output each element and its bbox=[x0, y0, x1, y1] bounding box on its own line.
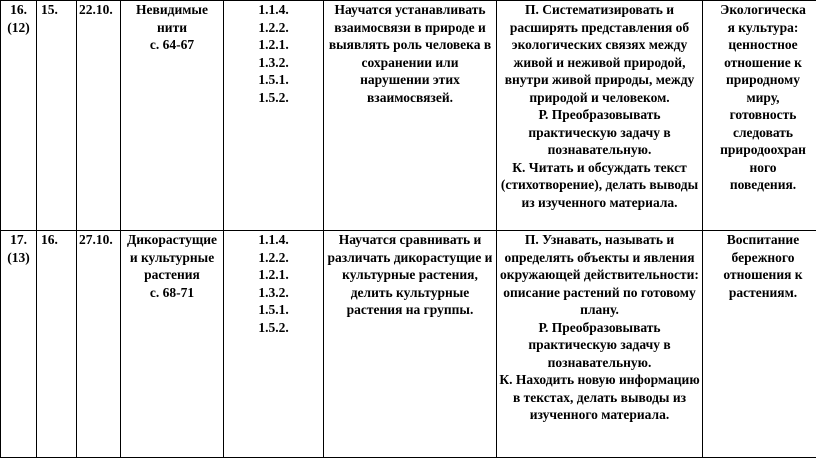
code-item: 1.2.2. bbox=[258, 19, 289, 35]
topic-cell bbox=[121, 1, 224, 231]
topic-number-cell bbox=[37, 231, 77, 458]
code-item: 1.5.1. bbox=[258, 72, 289, 87]
topic-number: 15. bbox=[41, 2, 58, 17]
code-item: 1.2.2. bbox=[258, 249, 289, 265]
uud-communicative: К. Находить новую информацию в текстах, делать выводы из изученного материала. bbox=[499, 372, 700, 422]
topic-line: с. 64-67 bbox=[149, 37, 195, 52]
personal-line: бережного bbox=[731, 249, 795, 265]
lesson-sub-number: (13) bbox=[7, 249, 30, 265]
codes-cell bbox=[224, 231, 324, 458]
date-cell bbox=[77, 231, 121, 458]
outcome-cell bbox=[324, 231, 497, 458]
personal-line: ного bbox=[749, 159, 777, 175]
topic-line: Дикорастущие bbox=[126, 232, 218, 247]
personal-line: я культура: bbox=[727, 19, 799, 35]
topic-cell bbox=[121, 231, 224, 458]
lesson-date: 22.10. bbox=[79, 2, 113, 17]
code-item: 1.5.1. bbox=[258, 302, 289, 317]
code-item: 1.5.2. bbox=[258, 89, 289, 105]
uud-communicative: К. Читать и обсуждать текст (стихотворение), делать выводы из изученного материала. bbox=[500, 159, 699, 210]
code-item: 1.2.1. bbox=[258, 267, 289, 282]
uud-cognitive: П. Систематизировать и расширять представления об экологических связях между живой и неживой природой, внутри живой природы, между природой и человеком. bbox=[504, 2, 695, 105]
code-item: 1.1.4. bbox=[258, 2, 289, 17]
lesson-number-cell bbox=[1, 1, 37, 231]
lesson-number: 16. bbox=[10, 2, 27, 17]
personal-line: следовать bbox=[732, 124, 794, 140]
personal-cell bbox=[703, 231, 816, 458]
lesson-sub-number: (12) bbox=[7, 19, 30, 35]
uud-cognitive: П. Узнавать, называть и определять объекты и явления окружающей действительности: описание растений по готовому плану. bbox=[500, 232, 699, 317]
code-item: 1.2.1. bbox=[258, 37, 289, 52]
topic-number: 16. bbox=[41, 232, 58, 247]
codes-cell bbox=[224, 1, 324, 231]
table-row bbox=[1, 231, 816, 458]
topic-line: растения bbox=[144, 267, 200, 282]
date-cell bbox=[77, 1, 121, 231]
outcome-text: Научатся сравнивать и различать дикорастущие и культурные растения, делить культурные растения на группы. bbox=[327, 232, 493, 317]
outcome-cell bbox=[324, 1, 497, 231]
outcome-text: Научатся устанавливать взаимосвязи в природе и выявлять роль человека в сохранении или нарушении этих взаимосвязей. bbox=[328, 2, 492, 105]
topic-line: с. 68-71 bbox=[149, 284, 195, 300]
uud-cell bbox=[497, 1, 703, 231]
code-item: 1.3.2. bbox=[258, 284, 289, 300]
personal-line: Экологическа bbox=[720, 2, 806, 17]
personal-line: растениям. bbox=[728, 284, 798, 300]
personal-cell bbox=[703, 1, 816, 231]
personal-line: готовность bbox=[729, 107, 797, 122]
personal-line: Воспитание bbox=[726, 232, 800, 247]
topic-line: нити bbox=[157, 19, 187, 35]
uud-cell bbox=[497, 231, 703, 458]
personal-line: отношения к bbox=[723, 267, 803, 282]
uud-regulative: Р. Преобразовывать практическую задачу в познавательную. bbox=[528, 319, 671, 370]
lesson-number-cell bbox=[1, 231, 37, 458]
topic-number-cell bbox=[37, 1, 77, 231]
personal-line: поведения. bbox=[729, 177, 797, 192]
lesson-date: 27.10. bbox=[79, 232, 113, 247]
personal-line: природному bbox=[726, 72, 800, 87]
personal-line: природоохран bbox=[720, 142, 806, 157]
uud-regulative: Р. Преобразовывать практическую задачу в познавательную. bbox=[528, 107, 671, 157]
topic-line: Невидимые bbox=[136, 2, 208, 17]
lesson-number: 17. bbox=[10, 232, 27, 247]
code-item: 1.5.2. bbox=[258, 319, 289, 335]
table-row bbox=[1, 1, 816, 231]
personal-line: отношение к bbox=[724, 54, 802, 70]
personal-line: ценностное bbox=[728, 37, 798, 52]
topic-line: и культурные bbox=[129, 249, 215, 265]
personal-line: миру, bbox=[746, 89, 780, 105]
code-item: 1.1.4. bbox=[258, 232, 289, 247]
code-item: 1.3.2. bbox=[258, 54, 289, 70]
